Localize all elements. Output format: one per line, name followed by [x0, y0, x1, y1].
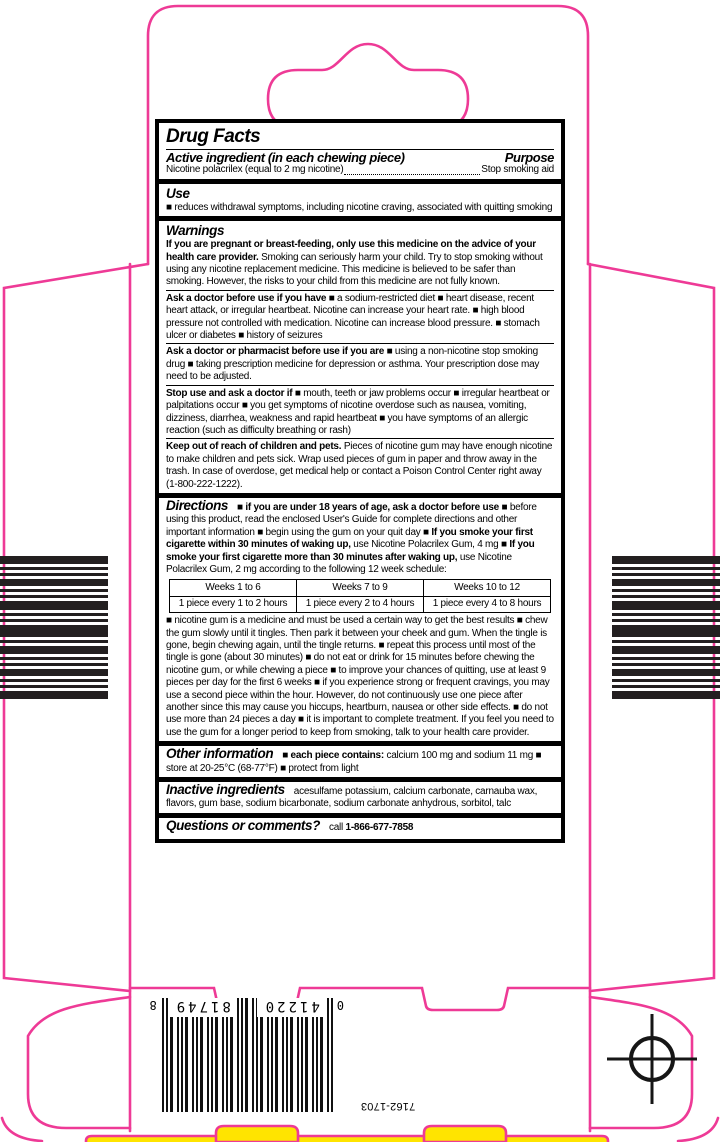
other-information-text: ■ each piece contains: calcium 100 mg and sodium 11 mg ■ store at 20-25°C (68-77°F) ■ protect from light	[166, 750, 542, 774]
inactive-ingredients-heading: Inactive ingredients	[166, 782, 285, 798]
schedule-cell: 1 piece every 2 to 4 hours	[297, 596, 424, 612]
schedule-cell: 1 piece every 1 to 2 hours	[170, 596, 297, 612]
dot-leader	[344, 174, 480, 175]
purpose-value: Stop smoking aid	[481, 164, 554, 176]
glue-areas	[86, 1126, 608, 1142]
use-text: ■ reduces withdrawal symptoms, including nicotine craving, associated with quitting smoking	[166, 201, 553, 213]
questions-text: call 1-866-677-7858	[328, 821, 414, 833]
warning-ask-pharmacist: Ask a doctor or pharmacist before use if you are ■ using a non-nicotine stop smoking drug ■ taking prescription medicine for depression or asthma. Your prescription dose may need to be adjusted.	[166, 346, 540, 383]
directions-heading: Directions	[166, 497, 229, 513]
schedule-header: Weeks 10 to 12	[424, 580, 551, 596]
upc-barcode	[136, 998, 344, 1122]
warning-stop-use: Stop use and ask a doctor if ■ mouth, teeth or jaw problems occur ■ irregular heartbeat or palpitations occur ■ you get symptoms of nicotine overdose such as nausea, vomiting, dizziness, diarrhea, weakness and rapid heartbeat ■ you have symptoms of an allergic reaction (such as difficulty breathing or rash)	[166, 387, 550, 436]
right-dust-flap	[590, 997, 692, 1128]
upc-bars	[161, 998, 333, 1112]
left-dust-flap	[28, 997, 130, 1128]
bottom-right-corner	[678, 1118, 718, 1141]
upc-digits-left: 41220	[257, 998, 326, 1017]
directions-intro: ■ if you are under 18 years of age, ask a doctor before use ■ before using this product, read the enclosed User's Guide for complete directions and other important information ■ begin using the gum on your quit day ■ If you smoke your first cigarette within 30 minutes of waking up, use Nicotine Polacrilex Gum, 4 mg ■ If you smoke your first cigarette more than 30 minutes after waking up, use Nicotine Polacrilex Gum, 2 mg according to the following 12 week schedule:	[166, 501, 537, 575]
purpose-heading: Purpose	[504, 150, 554, 165]
side-barcode-right	[612, 556, 720, 699]
drug-facts-panel	[155, 119, 565, 843]
section-divider	[159, 179, 561, 184]
bottom-left-corner	[2, 1118, 42, 1141]
divider	[166, 290, 554, 291]
upc-number-system-digit: 0	[336, 998, 344, 1012]
questions-heading: Questions or comments?	[166, 817, 320, 833]
drug-facts-title: Drug Facts	[166, 126, 261, 147]
divider	[166, 385, 554, 386]
schedule-header: Weeks 1 to 6	[170, 580, 297, 596]
active-ingredient-heading: Active ingredient (in each chewing piece)	[166, 150, 405, 165]
use-heading: Use	[166, 185, 190, 201]
upc-digits-right: 81749	[168, 998, 237, 1017]
schedule-cell: 1 piece every 4 to 8 hours	[424, 596, 551, 612]
section-divider	[159, 216, 561, 221]
warning-pregnancy: If you are pregnant or breast-feeding, only use this medicine on the advice of your health care provider. Smoking can seriously harm your child. Try to stop smoking without using any nicotine replacement medicine. This medicine is believed to be safer than smoking. However, the risks to your child from this medicine are not fully known.	[166, 239, 543, 288]
registration-mark-icon	[607, 1014, 697, 1104]
glue-strip	[86, 1136, 608, 1142]
side-barcode-left	[0, 556, 108, 699]
glue-tab-left	[216, 1126, 298, 1142]
inactive-ingredients-text: acesulfame potassium, calcium carbonate, carnauba wax, flavors, gum base, sodium bicarbonate, sodium carbonate anhydrous, sorbitol, talc	[166, 786, 538, 810]
upc-check-digit: 8	[149, 998, 157, 1012]
divider	[166, 343, 554, 344]
glue-tab-right	[424, 1126, 506, 1142]
divider	[166, 438, 554, 439]
other-information-heading: Other information	[166, 746, 274, 762]
warning-ask-doctor: Ask a doctor before use if you have ■ a sodium-restricted diet ■ heart disease, recent heart attack, or irregular heartbeat. Nicotine can increase your heart rate. ■ high blood pressure not controlled with medication. Nicotine can increase blood pressure. ■ stomach ulcer or diabetes ■ history of seizures	[166, 292, 540, 342]
schedule-header: Weeks 7 to 9	[297, 580, 424, 596]
warning-keep-out-of-reach: Keep out of reach of children and pets. Pieces of nicotine gum may have enough nicotine to make children and pets sick. Wrap used pieces of gum in paper and throw away in the trash. In case of overdose, get medical help or contact a Poison Control Center right away (1-800-222-1222).	[166, 441, 553, 490]
directions-bullets: ■ nicotine gum is a medicine and must be used a certain way to get the best results ■ chew the gum slowly until it tingles. Then park it between your cheek and gum. When the tingle is gone, begin chewing again, until the tingle returns. ■ repeat this process until most of the tingle is gone (about 30 minutes) ■ do not eat or drink for 15 minutes before chewing the nicotine gum, or while chewing a piece ■ to improve your chances of quitting, use at least 9 pieces per day for the first 6 weeks ■ if you experience strong or frequent cravings, you may use a second piece within the hour. However, do not continuously use one piece after another since this may cause you hiccups, heartburn, nausea or other side effects. ■ do not use more than 24 pieces a day ■ it is important to complete treatment. If you feel you need to use the gum for a longer period to keep from smoking, talk to your health care provider.	[166, 615, 554, 738]
part-number: 7162-1703	[360, 1100, 416, 1112]
dosing-schedule-table	[169, 579, 551, 613]
hang-hole	[268, 44, 468, 128]
active-ingredient-value: Nicotine polacrilex (equal to 2 mg nicotine)	[166, 164, 344, 176]
warnings-heading: Warnings	[166, 223, 225, 239]
